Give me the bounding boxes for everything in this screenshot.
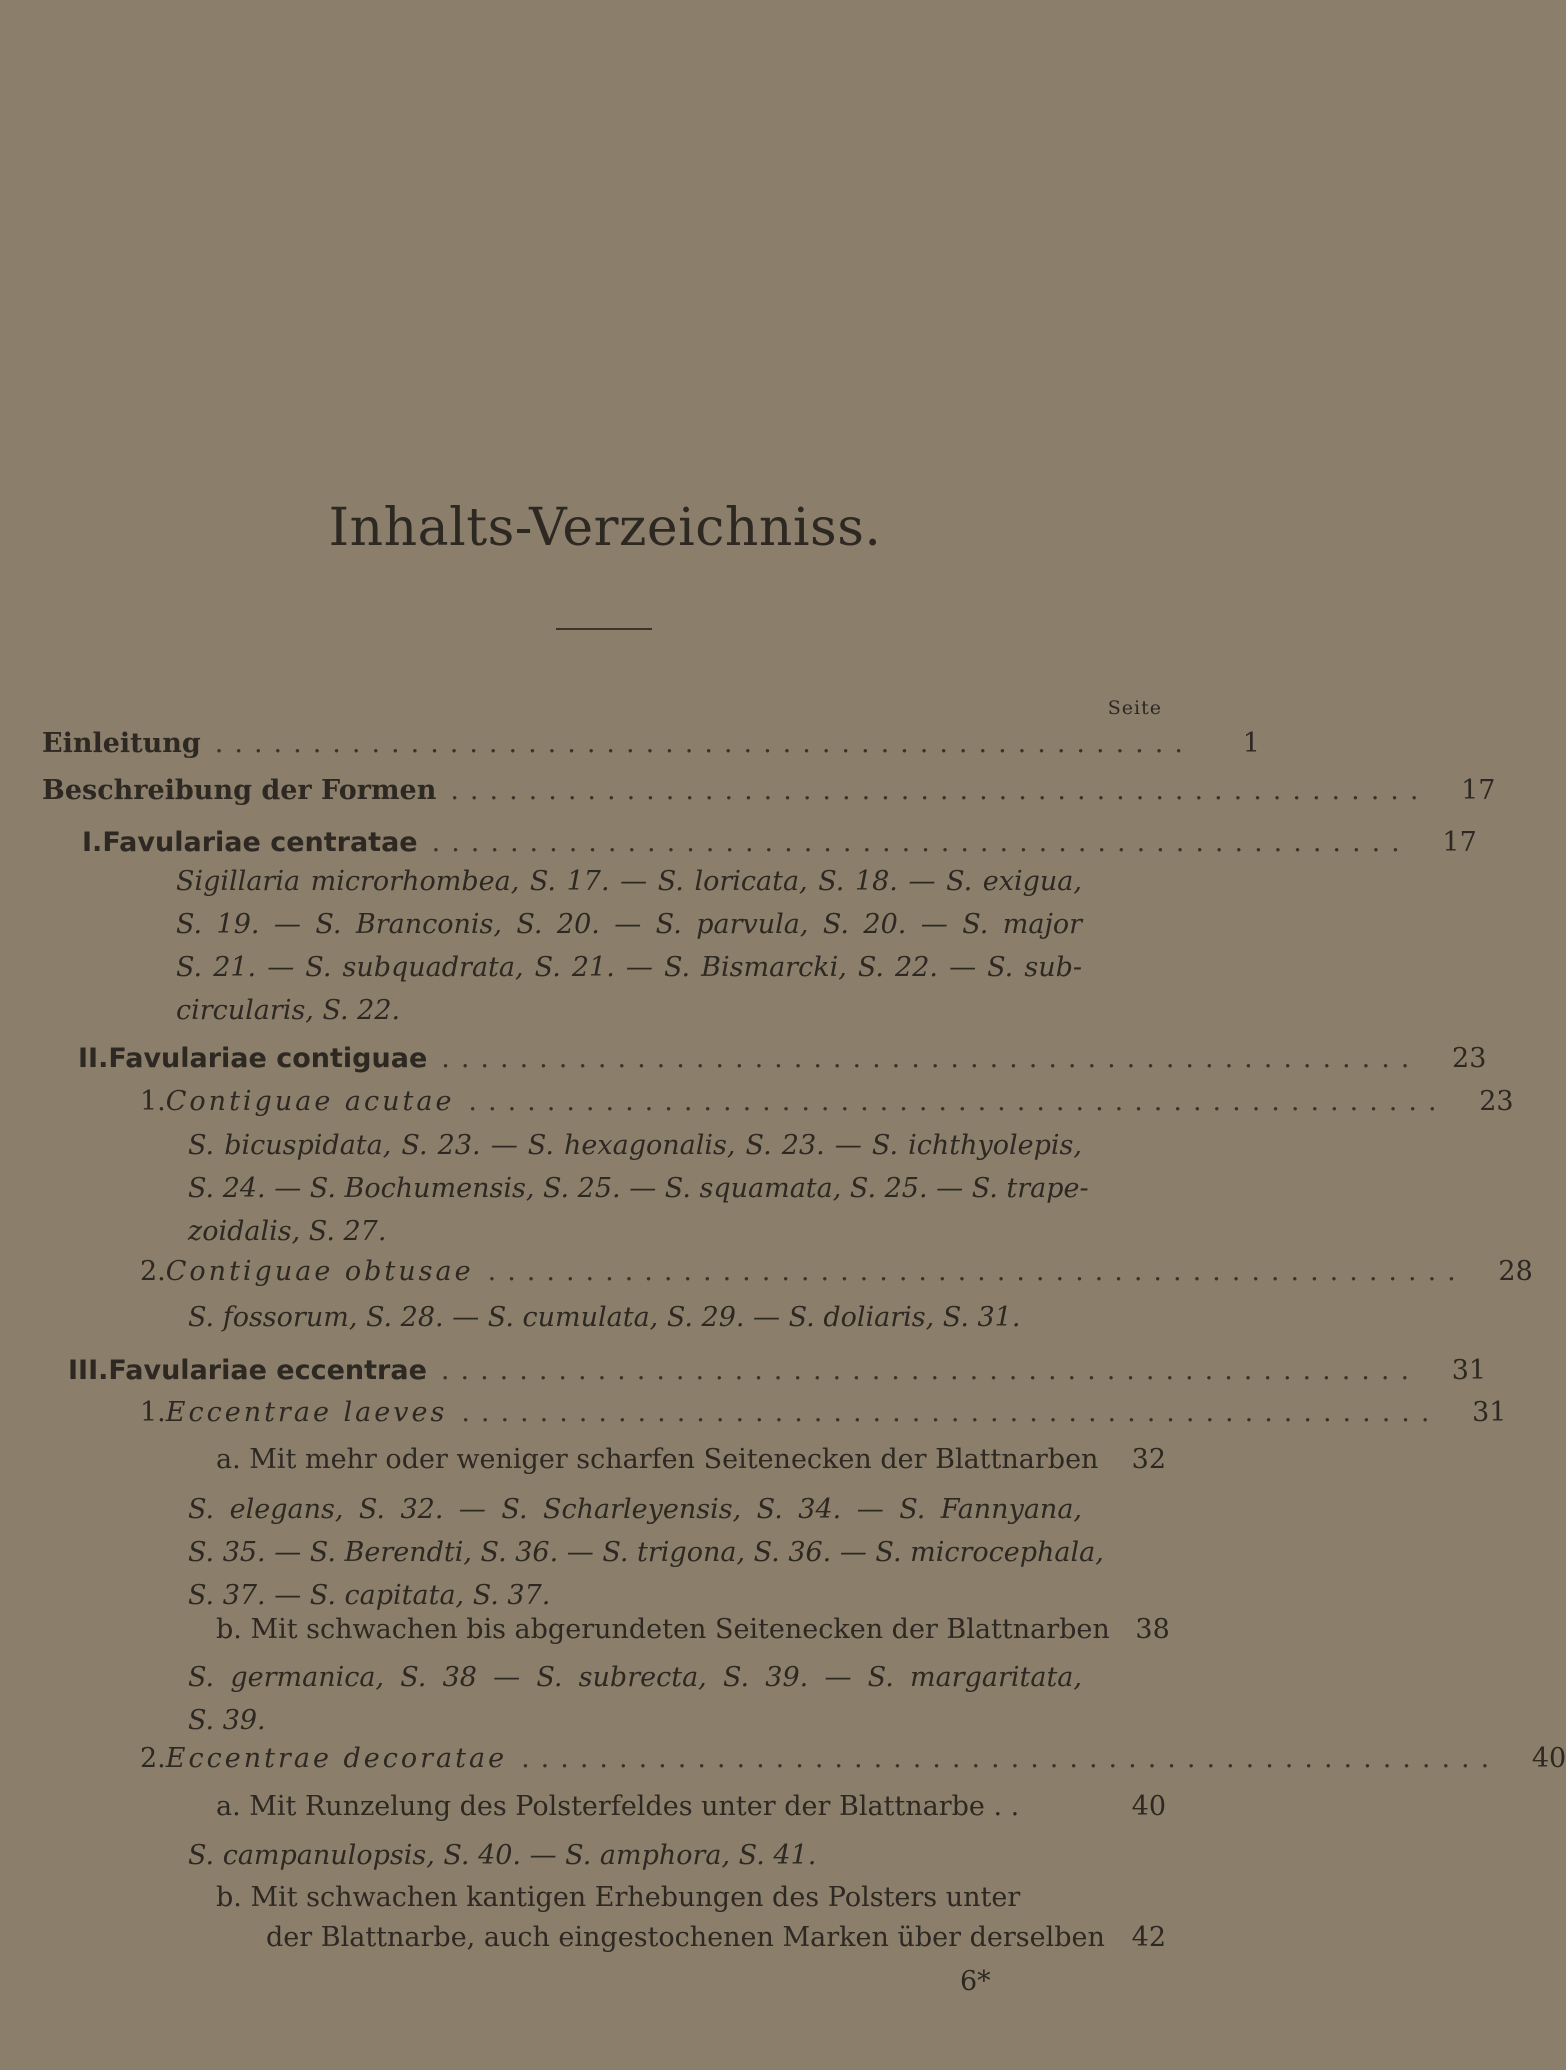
- seite-header: Seite: [1107, 697, 1162, 719]
- toc-page: 17: [1442, 827, 1477, 858]
- toc-label: Einleitung: [42, 728, 201, 759]
- species-line: S. 21. — S. subquadrata, S. 21. — S. Bismarcki, S. 22. — S. sub-: [176, 952, 1082, 983]
- toc-page: 40: [1131, 1791, 1166, 1822]
- species-list-s3-1-a: [188, 1488, 1104, 1617]
- subsection-number: 1.: [140, 1397, 166, 1428]
- species-list-s1: [176, 860, 1082, 1032]
- species-list-s2-1: [188, 1124, 1089, 1253]
- species-line: circularis, S. 22.: [176, 995, 401, 1026]
- toc-leader: ..................................................: [461, 1397, 1441, 1428]
- toc-entry-beschreibung: [42, 775, 1496, 806]
- toc-entry-3-2-b-cont: [266, 1922, 1166, 1953]
- toc-leader: ..................................................: [431, 827, 1411, 858]
- toc-page: 23: [1452, 1043, 1487, 1074]
- toc-leader: ..................................................: [214, 728, 1194, 759]
- species-line: S. bicuspidata, S. 23. — S. hexagonalis, S. 23. — S. ichthyolepis,: [188, 1130, 1082, 1161]
- species-list-s3-2-a: [188, 1834, 1082, 1877]
- section-number: III.: [68, 1355, 109, 1386]
- toc-section-3: [68, 1355, 1487, 1386]
- subsection-title: Contiguae acutae: [165, 1086, 455, 1117]
- entry-text: der Blattnarbe, auch eingestochenen Marken über derselben: [266, 1922, 1105, 1953]
- section-title: Favulariae centratae: [102, 827, 418, 858]
- toc-subsection-3-2: [140, 1743, 1566, 1774]
- species-line: Sigillaria microrhombea, S. 17. — S. loricata, S. 18. — S. exigua,: [176, 866, 1082, 897]
- species-line: zoidalis, S. 27.: [188, 1216, 387, 1247]
- toc-page: 28: [1498, 1256, 1533, 1287]
- subsection-number: 2.: [140, 1256, 166, 1287]
- species-list-s2-2: [188, 1296, 1082, 1339]
- species-line: S. 24. — S. Bochumensis, S. 25. — S. squamata, S. 25. — S. trape-: [188, 1173, 1089, 1204]
- toc-leader: ..................................................: [440, 1355, 1421, 1386]
- subsection-number: 2.: [140, 1743, 166, 1774]
- species-line: S. 37. — S. capitata, S. 37.: [188, 1580, 551, 1611]
- toc-section-2: [78, 1043, 1487, 1074]
- species-line: S. campanulopsis, S. 40. — S. amphora, S. 41.: [188, 1840, 817, 1871]
- subsection-number: 1.: [140, 1086, 166, 1117]
- toc-page: 38: [1135, 1614, 1170, 1645]
- toc-subsection-3-1: [140, 1397, 1507, 1428]
- toc-page: 42: [1131, 1922, 1166, 1953]
- section-title: Favulariae contiguae: [108, 1043, 428, 1074]
- species-line: S. germanica, S. 38 — S. subrecta, S. 39. — S. margaritata,: [188, 1662, 1082, 1693]
- entry-text: a. Mit Runzelung des Polsterfeldes unter der Blattnarbe . .: [216, 1791, 1020, 1822]
- subsection-title: Contiguae obtusae: [165, 1256, 474, 1287]
- signature-mark: 6*: [960, 1966, 991, 1997]
- species-line: S. fossorum, S. 28. — S. cumulata, S. 29. — S. doliaris, S. 31.: [188, 1302, 1021, 1333]
- entry-text: a. Mit mehr oder weniger scharfen Seitenecken der Blattnarben: [216, 1444, 1099, 1475]
- species-line: S. elegans, S. 32. — S. Scharleyensis, S. 34. — S. Fannyana,: [188, 1494, 1082, 1525]
- toc-entry-einleitung: [42, 728, 1260, 759]
- toc-subsection-2-1: [140, 1086, 1514, 1117]
- toc-subsection-2-2: [140, 1256, 1533, 1287]
- species-line: S. 19. — S. Branconis, S. 20. — S. parvula, S. 20. — S. major: [176, 909, 1082, 940]
- toc-entry-3-1-a: [216, 1444, 1166, 1475]
- toc-page: 31: [1472, 1397, 1507, 1428]
- toc-entry-3-2-b: [216, 1882, 1166, 1913]
- toc-page: 32: [1131, 1444, 1166, 1475]
- species-list-s3-1-b: [188, 1656, 1082, 1742]
- toc-leader: ..................................................: [487, 1256, 1467, 1287]
- section-number: II.: [78, 1043, 109, 1074]
- title-divider: [556, 628, 652, 630]
- toc-page: 40: [1531, 1743, 1566, 1774]
- section-number: I.: [82, 827, 103, 858]
- species-line: S. 35. — S. Berendti, S. 36. — S. trigona, S. 36. — S. microcephala,: [188, 1537, 1104, 1568]
- subsection-title: Eccentrae laeves: [165, 1397, 448, 1428]
- toc-section-1: [82, 827, 1477, 858]
- entry-text: b. Mit schwachen bis abgerundeten Seitenecken der Blattnarben: [216, 1614, 1110, 1645]
- toc-page: 31: [1451, 1355, 1487, 1386]
- toc-leader: ..................................................: [450, 775, 1430, 806]
- toc-leader: ..................................................: [441, 1043, 1421, 1074]
- toc-leader: ..................................................: [468, 1086, 1448, 1117]
- species-line: S. 39.: [188, 1705, 266, 1736]
- toc-page: 1: [1242, 728, 1260, 759]
- page-title: Inhalts-Verzeichniss.: [328, 498, 882, 558]
- section-title: Favulariae eccentrae: [108, 1355, 427, 1386]
- subsection-title: Eccentrae decoratae: [165, 1743, 508, 1774]
- toc-entry-3-1-b: [216, 1614, 1170, 1645]
- toc-page: 23: [1479, 1086, 1514, 1117]
- toc-page: 17: [1461, 775, 1496, 806]
- toc-leader: ..................................................: [521, 1743, 1501, 1774]
- entry-text: b. Mit schwachen kantigen Erhebungen des Polsters unter: [216, 1882, 1021, 1913]
- toc-label: Beschreibung der Formen: [42, 775, 437, 806]
- toc-entry-3-2-a: [216, 1791, 1166, 1822]
